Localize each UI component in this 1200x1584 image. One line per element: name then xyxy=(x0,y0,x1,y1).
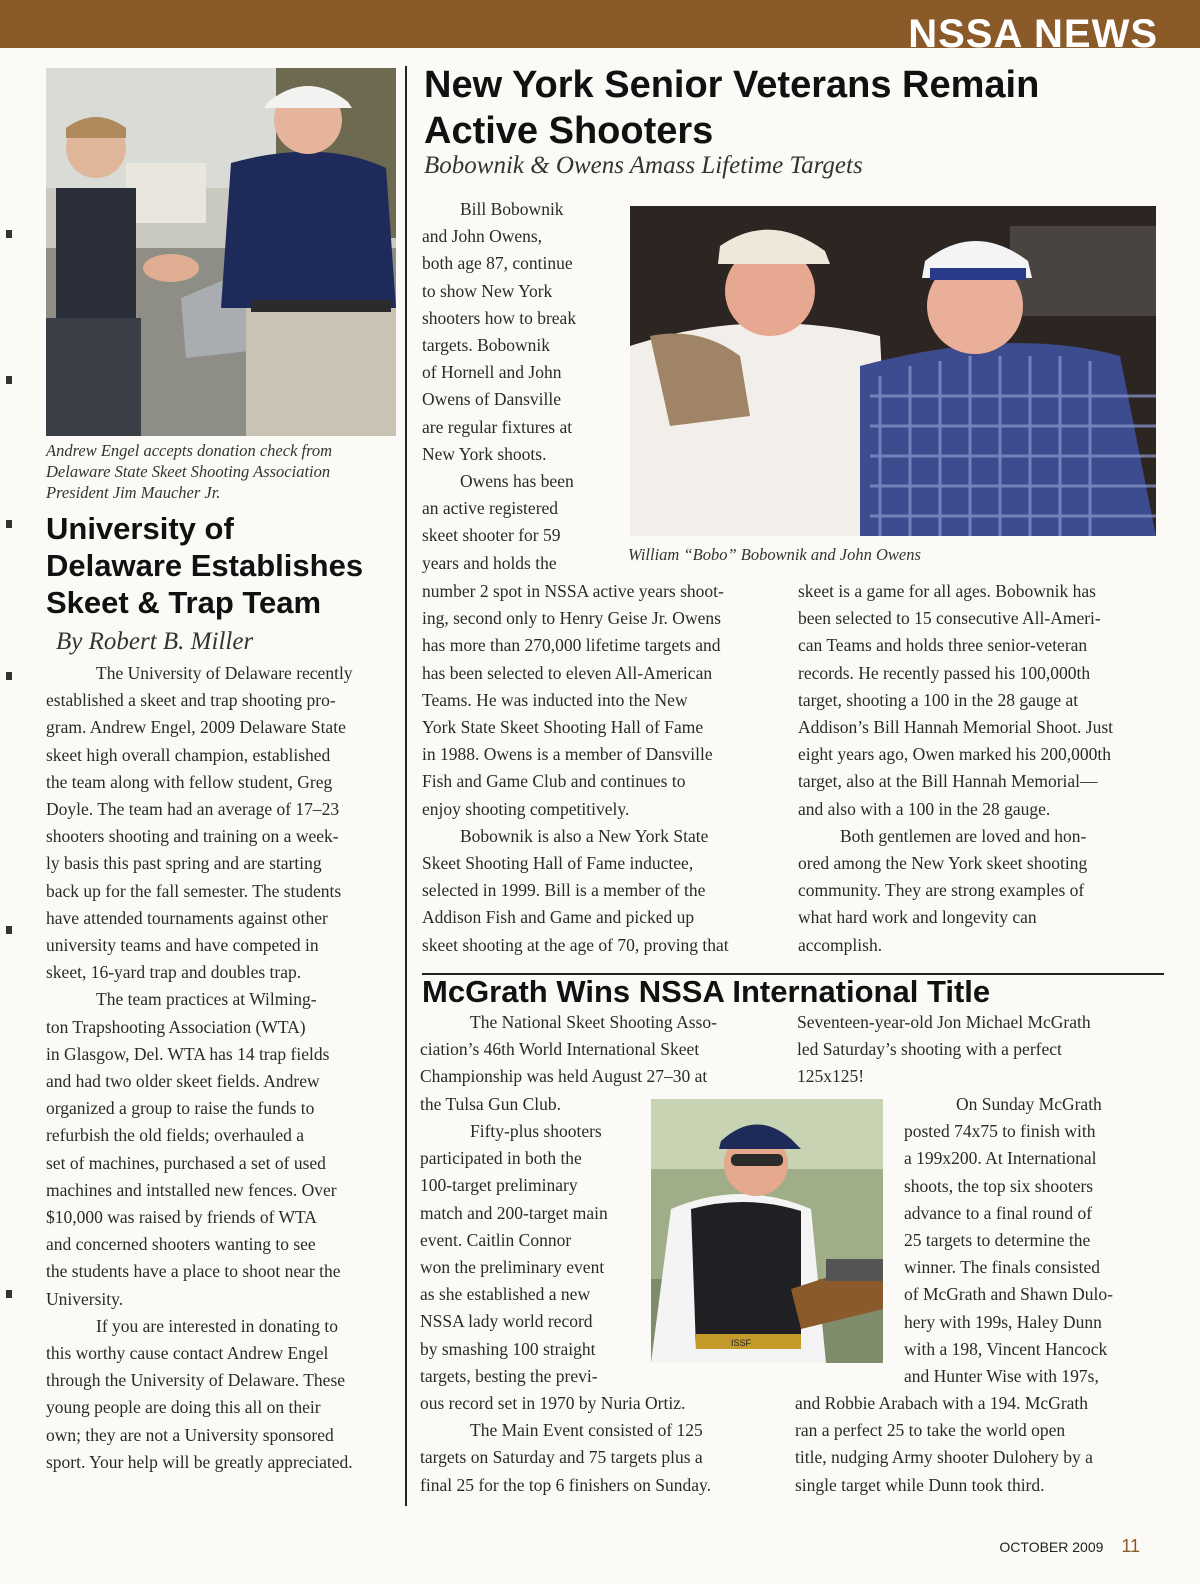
text-line: shooters how to break xyxy=(422,307,577,328)
margin-mark xyxy=(6,926,12,934)
text-line: participated in both the xyxy=(420,1148,582,1169)
text-line: Owens has been xyxy=(460,471,574,492)
text-line: records. He recently passed his 100,000th xyxy=(798,662,1091,683)
text-line: NSSA lady world record xyxy=(420,1311,593,1332)
text-line: targets, besting the previ- xyxy=(420,1365,598,1386)
column-divider xyxy=(405,66,407,1506)
paragraph xyxy=(46,1313,396,1476)
text-line: New York shoots. xyxy=(422,443,547,464)
ny-article-intro xyxy=(422,196,622,577)
mcgrath-photo xyxy=(651,1099,883,1363)
margin-mark xyxy=(6,1290,12,1298)
text-line: accomplish. xyxy=(798,934,883,955)
text-line: 125x125! xyxy=(797,1066,865,1087)
text-line: set of machines, purchased a set of used xyxy=(46,1152,326,1173)
text-line: shooters shooting and training on a week- xyxy=(46,826,339,847)
text-line: 25 targets to determine the xyxy=(904,1230,1091,1251)
paragraph xyxy=(46,660,396,986)
text-line: ly basis this past spring and are starting xyxy=(46,853,322,874)
title-line: Delaware Establishes xyxy=(46,548,364,583)
text-line: enjoy shooting competitively. xyxy=(422,798,630,819)
ny-article-col1 xyxy=(422,578,782,959)
text-line: an active registered xyxy=(422,498,559,519)
title-line: University of xyxy=(46,511,234,546)
text-line: gram. Andrew Engel, 2009 Delaware State xyxy=(46,717,346,738)
text-line: skeet shooting at the age of 70, proving that xyxy=(422,934,729,955)
text-line: If you are interested in donating to xyxy=(96,1315,339,1336)
text-line: Championship was held August 27–30 at xyxy=(420,1066,708,1087)
text-line: Skeet Shooting Hall of Fame inductee, xyxy=(422,853,694,874)
issue-date: OCTOBER 2009 xyxy=(999,1539,1104,1555)
text-line: established a skeet and trap shooting pro- xyxy=(46,690,336,711)
text-line: Bill Bobownik xyxy=(460,199,564,219)
text-line: are regular fixtures at xyxy=(422,416,573,437)
text-line: The National Skeet Shooting Asso- xyxy=(470,1012,717,1032)
text-line: ran a perfect 25 to take the world open xyxy=(795,1420,1066,1441)
handshake-photo xyxy=(46,68,396,436)
article-title-ny-veterans xyxy=(424,62,1164,154)
margin-mark xyxy=(6,520,12,528)
text-line: both age 87, continue xyxy=(422,253,573,274)
title-line: Skeet & Trap Team xyxy=(46,585,322,620)
text-line: Owens of Dansville xyxy=(422,389,562,410)
photo-caption-bobownik: William “Bobo” Bobownik and John Owens xyxy=(628,545,921,564)
text-line: and also with a 100 in the 28 gauge. xyxy=(798,798,1051,819)
text-line: can Teams and holds three senior-veteran xyxy=(798,635,1088,656)
text-line: the students have a place to shoot near the xyxy=(46,1261,341,1282)
text-line: in Glasgow, Del. WTA has 14 trap fields xyxy=(46,1043,330,1064)
text-line: On Sunday McGrath xyxy=(956,1094,1102,1114)
text-line: been selected to 15 consecutive All-Ameri- xyxy=(798,608,1101,629)
mcgrath-col1-bottom xyxy=(420,1390,780,1499)
text-line: targets. Bobownik xyxy=(422,335,551,356)
text-line: selected in 1999. Bill is a member of the xyxy=(422,880,706,901)
text-line: posted 74x75 to finish with xyxy=(904,1121,1096,1142)
text-line: as she established a new xyxy=(420,1284,591,1305)
text-line: Addison’s Bill Hannah Memorial Shoot. Just xyxy=(798,717,1113,738)
text-line: in 1988. Owens is a member of Dansville xyxy=(422,744,713,765)
text-line: Doyle. The team had an average of 17–23 xyxy=(46,799,340,820)
text-line: target, also at the Bill Hannah Memorial— xyxy=(798,771,1098,792)
text-line: $10,000 was raised by friends of WTA xyxy=(46,1207,317,1228)
text-line: Teams. He was inducted into the New xyxy=(422,689,688,710)
text-line: machines and intstalled new fences. Over xyxy=(46,1179,337,1200)
margin-mark xyxy=(6,376,12,384)
text-line: sport. Your help will be greatly appreciated. xyxy=(46,1451,353,1472)
photo-caption-engel: Andrew Engel accepts donation check from Delaware State Skeet Shooting Association President Jim Maucher Jr. xyxy=(46,441,333,502)
text-line: the team along with fellow student, Greg xyxy=(46,771,333,792)
text-line: have attended tournaments against other xyxy=(46,907,328,928)
text-line: 100-target preliminary xyxy=(420,1175,578,1196)
text-line: skeet, 16-yard trap and doubles trap. xyxy=(46,962,302,983)
text-line: ous record set in 1970 by Nuria Ortiz. xyxy=(420,1393,686,1413)
text-line: a 199x200. At International xyxy=(904,1148,1097,1169)
text-line: The University of Delaware recently xyxy=(96,663,353,683)
text-line: back up for the fall semester. The students xyxy=(46,880,342,901)
text-line: skeet is a game for all ages. Bobownik has xyxy=(798,581,1096,601)
article-title-delaware xyxy=(46,510,396,621)
page-number: 11 xyxy=(1121,1536,1140,1556)
text-line: Both gentlemen are loved and hon- xyxy=(840,825,1087,846)
text-line: what hard work and longevity can xyxy=(798,907,1037,928)
text-line: number 2 spot in NSSA active years shoot- xyxy=(422,581,724,601)
margin-mark xyxy=(6,230,12,238)
text-line: final 25 for the top 6 finishers on Sunday. xyxy=(420,1474,711,1495)
text-line: ored among the New York skeet shooting xyxy=(798,853,1088,874)
text-line: targets on Saturday and 75 targets plus a xyxy=(420,1447,703,1468)
text-line: Fifty-plus shooters xyxy=(470,1121,602,1141)
text-line: match and 200-target main xyxy=(420,1202,608,1223)
page-footer xyxy=(999,1536,1140,1557)
text-line: ton Trapshooting Association (WTA) xyxy=(46,1016,306,1037)
text-line: University. xyxy=(46,1288,124,1309)
text-line: this worthy cause contact Andrew Engel xyxy=(46,1343,329,1364)
margin-mark xyxy=(6,672,12,680)
text-line: target, shooting a 100 in the 28 gauge at xyxy=(798,689,1079,710)
vest-text: ISSF xyxy=(731,1338,752,1348)
text-line: The Main Event consisted of 125 xyxy=(470,1420,703,1441)
mcgrath-col1-top xyxy=(420,1009,780,1118)
text-line: the Tulsa Gun Club. xyxy=(420,1093,561,1114)
text-line: has been selected to eleven All-American xyxy=(422,662,713,683)
text-line: Addison Fish and Game and picked up xyxy=(422,907,695,928)
text-line: and Robbie Arabach with a 194. McGrath xyxy=(795,1393,1089,1413)
article-subtitle: Bobownik & Owens Amass Lifetime Targets xyxy=(424,152,863,179)
text-line: won the preliminary event xyxy=(420,1257,605,1278)
text-line: young people are doing this all on their xyxy=(46,1397,321,1418)
delaware-article-body xyxy=(46,660,396,1476)
title-line: New York Senior Veterans Remain xyxy=(424,64,1040,106)
mcgrath-col2-narrow xyxy=(904,1091,1164,1390)
mcgrath-col1-narrow xyxy=(420,1118,646,1390)
text-line: shoots, the top six shooters xyxy=(904,1175,1094,1196)
text-line: and John Owens, xyxy=(422,226,543,247)
text-line: led Saturday’s shooting with a perfect xyxy=(797,1039,1062,1060)
text-line: single target while Dunn took third. xyxy=(795,1474,1045,1495)
byline: By Robert B. Miller xyxy=(56,628,254,655)
text-line: refurbish the old fields; overhauled a xyxy=(46,1125,305,1146)
title-line: Active Shooters xyxy=(424,110,714,152)
text-line: by smashing 100 straight xyxy=(420,1338,596,1359)
text-line: through the University of Delaware. These xyxy=(46,1370,346,1391)
text-line: and concerned shooters wanting to see xyxy=(46,1234,316,1255)
paragraph xyxy=(46,986,396,1312)
text-line: Bobownik is also a New York State xyxy=(460,825,709,846)
text-line: ing, second only to Henry Geise Jr. Owens xyxy=(422,608,721,629)
text-line: title, nudging Army shooter Dulohery by a xyxy=(795,1447,1093,1468)
text-line: hery with 199s, Haley Dunn xyxy=(904,1311,1102,1332)
text-line: community. They are strong examples of xyxy=(798,880,1085,901)
mcgrath-col2-bottom xyxy=(795,1390,1163,1499)
text-line: years and holds the xyxy=(422,552,557,573)
text-line: advance to a final round of xyxy=(904,1202,1093,1223)
text-line: winner. The finals consisted xyxy=(904,1257,1101,1278)
bobownik-owens-photo xyxy=(630,206,1156,536)
text-line: of Hornell and John xyxy=(422,362,562,383)
text-line: university teams and have competed in xyxy=(46,935,319,956)
article-title-mcgrath: McGrath Wins NSSA International Title xyxy=(422,974,991,1009)
ny-article-col2 xyxy=(798,578,1164,959)
text-line: to show New York xyxy=(422,280,553,301)
text-line: York State Skeet Shooting Hall of Fame xyxy=(422,717,704,738)
text-line: event. Caitlin Connor xyxy=(420,1229,572,1250)
text-line: own; they are not a University sponsored xyxy=(46,1424,334,1445)
text-line: Fish and Game Club and continues to xyxy=(422,771,686,792)
text-line: and Hunter Wise with 197s, xyxy=(904,1366,1099,1387)
text-line: and had two older skeet fields. Andrew xyxy=(46,1071,320,1092)
text-line: has more than 270,000 lifetime targets and xyxy=(422,635,721,656)
text-line: The team practices at Wilming- xyxy=(96,989,317,1010)
text-line: organized a group to raise the funds to xyxy=(46,1098,315,1119)
text-line: eight years ago, Owen marked his 200,000th xyxy=(798,744,1111,765)
text-line: of McGrath and Shawn Dulo- xyxy=(904,1284,1113,1305)
text-line: skeet high overall champion, established xyxy=(46,744,331,765)
section-title: NSSA NEWS xyxy=(908,12,1158,56)
text-line: Seventeen-year-old Jon Michael McGrath xyxy=(797,1012,1091,1032)
mcgrath-col2-top xyxy=(797,1009,1163,1091)
text-line: skeet shooter for 59 xyxy=(422,525,561,546)
text-line: ciation’s 46th World International Skeet xyxy=(420,1039,700,1060)
text-line: with a 198, Vincent Hancock xyxy=(904,1338,1108,1359)
